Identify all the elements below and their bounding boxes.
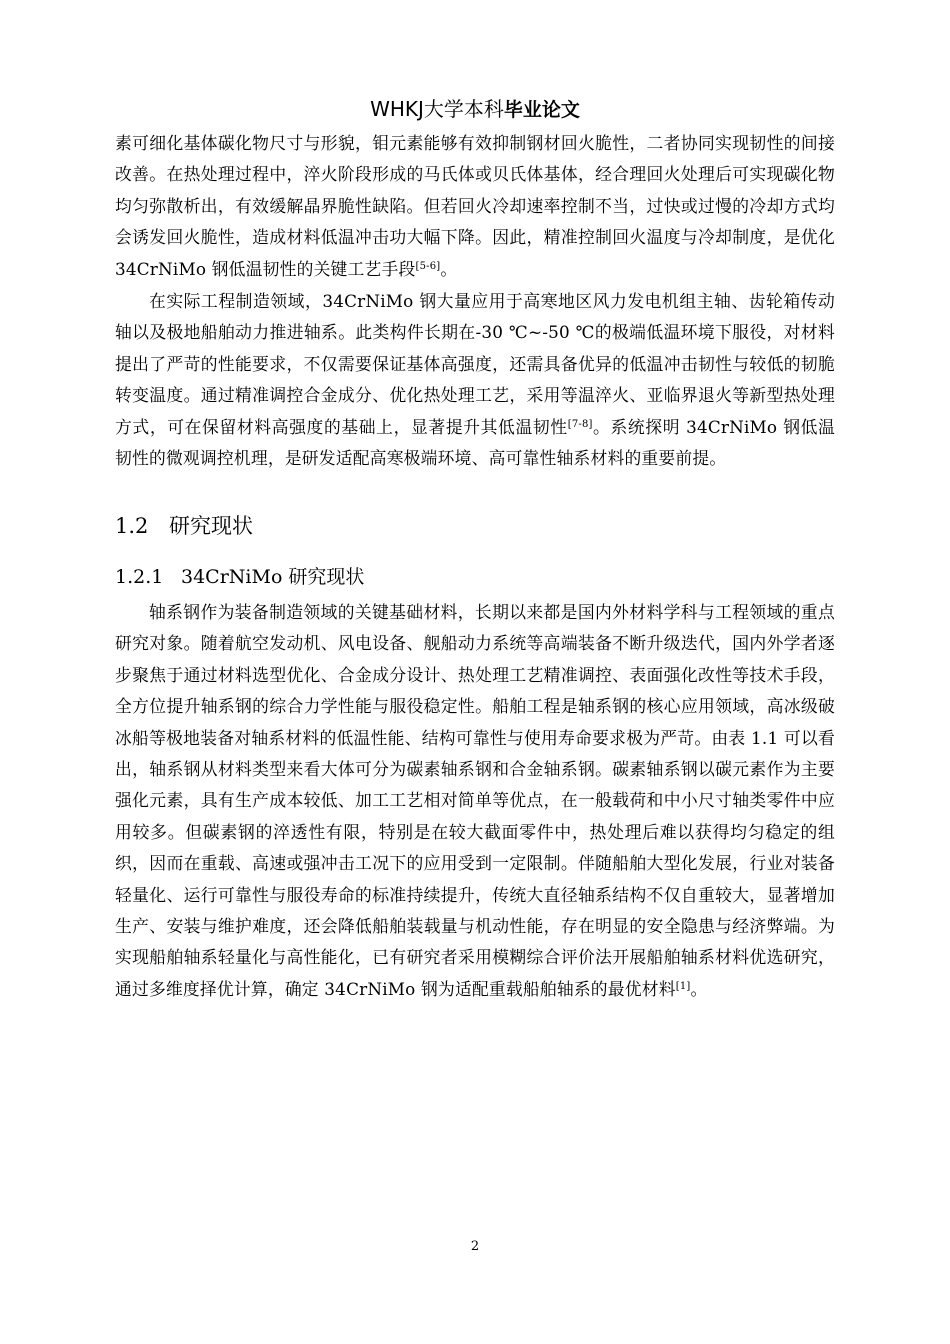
subsection-title: 34CrNiMo 研究现状 [181, 566, 365, 588]
subsection-number: 1.2.1 [115, 566, 164, 588]
citation: [7-8] [567, 418, 593, 430]
paragraph-text: 在实际工程制造领域，34CrNiMo 钢大量应用于高寒地区风力发电机组主轴、齿轮箱传动轴以及极地船舶动力推进轴系。此类构件长期在-30 ℃~-50 ℃的极端低温环境下服役，对材料提出了严苛的性能要求，不仅需要保证基体高强度，还需具备优异的低温冲击韧性与较低的韧脆转变温度。通过精准调控合金成分、优化热处理工艺，采用等温淬火、亚临界退火等新型热处理方式，可在保留材料高强度的基础上，显著提升其低温韧性 [115, 291, 835, 437]
paragraph-text: 轴系钢作为装备制造领域的关键基础材料，长期以来都是国内外材料学科与工程领域的重点研究对象。随着航空发动机、风电设备、舰船动力系统等高端装备不断升级迭代，国内外学者逐步聚焦于通过材料选型优化、合金成分设计、热处理工艺精准调控、表面强化改性等技术手段，全方位提升轴系钢的综合力学性能与服役稳定性。船舶工程是轴系钢的核心应用领域，高冰级破冰船等极地装备对轴系材料的低温性能、结构可靠性与使用寿命要求极为严苛。由表 1.1 可以看出，轴系钢从材料类型来看大体可分为碳素轴系钢和合金轴系钢。碳素轴系钢以碳元素作为主要强化元素，具有生产成本较低、加工工艺相对简单等优点，在一般载荷和中小尺寸轴类零件中应用较多。但碳素钢的淬透性有限，特别是在较大截面零件中，热处理后难以获得均匀稳定的组织，因而在重载、高速或强冲击工况下的应用受到一定限制。伴随船舶大型化发展，行业对装备轻量化、运行可靠性与服役寿命的标准持续提升，传统大直径轴系结构不仅自重较大，显著增加生产、安装与维护难度，还会降低船舶装载量与机动性能，存在明显的安全隐患与经济弊端。为实现船舶轴系轻量化与高性能化，已有研究者采用模糊综合评价法开展船舶轴系材料优选研究，通过多维度择优计算，确定 34CrNiMo 钢为适配重载船舶轴系的最优材料 [115, 602, 835, 999]
citation: [1] [675, 980, 691, 992]
header-university: WHKJ大学本科 [370, 97, 504, 121]
section-heading [115, 510, 835, 542]
page-number: 2 [470, 1239, 480, 1254]
paragraph-tail: 。 [440, 258, 458, 279]
header-thesis-label: 毕业论文 [503, 99, 580, 121]
paragraph-text: 素可细化基体碳化物尺寸与形貌，钼元素能够有效抑制钢材回火脆性，二者协同实现韧性的间接改善。在热处理过程中，淬火阶段形成的马氏体或贝氏体基体，经合理回火处理后可实现碳化物均匀弥散析出，有效缓解晶界脆性缺陷。但若回火冷却速率控制不当，过快或过慢的冷却方式均会诱发回火脆性，造成材料低温冲击功大幅下降。因此，精准控制回火温度与冷却制度，是优化 34CrNiMo 钢低温韧性的关键工艺手段 [115, 133, 835, 279]
page-header [115, 96, 835, 123]
section-title: 研究现状 [169, 514, 253, 538]
paragraph-research-status [115, 597, 835, 1005]
subsection-heading [115, 562, 835, 592]
paragraph-tail: 。 [690, 978, 708, 999]
citation: [5-6] [415, 260, 441, 272]
paragraph-tail: 。系统探明 34CrNiMo 钢低温韧性的微观调控机理，是研发适配高寒极端环境、高可靠性轴系材料的重要前提。 [115, 416, 836, 469]
paragraph-applications [115, 286, 835, 474]
section-number: 1.2 [115, 514, 149, 538]
paragraph-continued [115, 128, 835, 285]
